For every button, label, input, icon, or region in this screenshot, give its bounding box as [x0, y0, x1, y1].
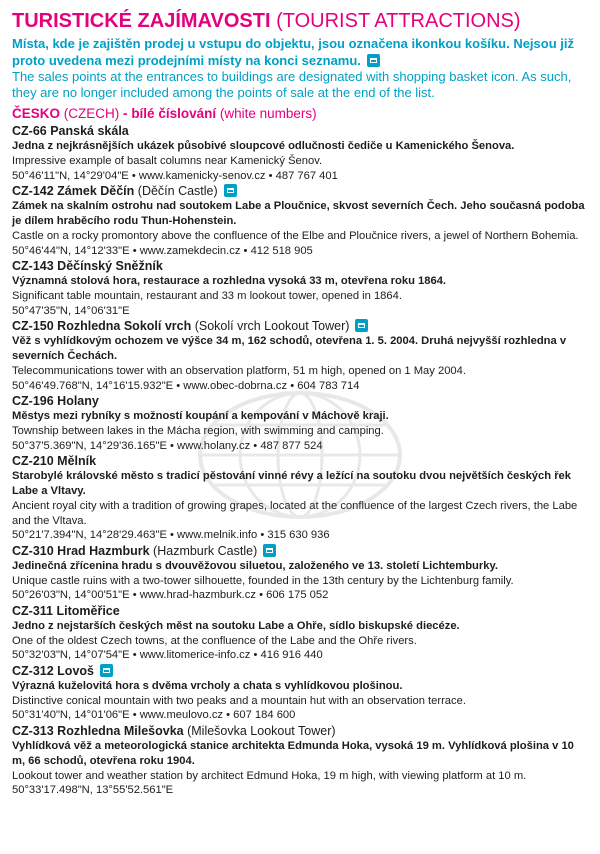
attraction-code: CZ-313 [12, 723, 54, 738]
attraction-description-en: Significant table mountain, restaurant and 33 m lookout tower, opened in 1864. [12, 290, 402, 302]
section-numbering: bílé číslování [131, 106, 217, 121]
attraction-code: CZ-150 [12, 319, 54, 333]
attraction-contact-info: 50°21'7.394"N, 14°28'29.463"E • www.melnik.info • 315 630 936 [12, 529, 330, 541]
attraction-code: CZ-311 [12, 603, 53, 618]
attraction-heading [12, 603, 588, 619]
shopping-basket-icon [367, 54, 380, 67]
attraction-heading [12, 318, 588, 334]
attraction-name: Rozhledna Sokolí vrch [57, 319, 192, 333]
attraction-entry [12, 183, 588, 258]
attraction-entry [12, 543, 588, 603]
shopping-basket-icon [100, 664, 113, 677]
attraction-heading [12, 393, 588, 409]
section-separator: - [123, 106, 128, 121]
attraction-description-cz: Významná stolová hora, restaurace a rozhledna vysoká 33 m, otevřena roku 1864. [12, 275, 447, 287]
attraction-name: Zámek Děčín [57, 184, 135, 198]
attraction-description-cz: Jedno z nejstarších českých měst na soutoku Labe a Ohře, sídlo biskupské diecéze. [12, 619, 460, 632]
attraction-name: Lovoš [57, 663, 94, 678]
attraction-name: Litoměřice [56, 603, 120, 618]
attraction-name-en: (Sokolí vrch Lookout Tower) [194, 319, 350, 333]
section-heading [12, 105, 588, 123]
attractions-list [12, 123, 588, 798]
section-country-en: (CZECH) [63, 106, 120, 121]
attraction-code: CZ-66 [12, 124, 47, 138]
attraction-entry [12, 318, 588, 393]
attraction-name: Mělník [57, 454, 97, 468]
attraction-heading [12, 183, 588, 199]
title-translation: (TOURIST ATTRACTIONS) [276, 10, 521, 32]
intro-czech [12, 35, 588, 69]
attraction-entry [12, 123, 588, 183]
page-title [12, 10, 588, 32]
attraction-description-en: Lookout tower and weather station by architect Edmund Hoka, 19 m high, with viewing platform at 10 m. [12, 769, 527, 782]
attraction-entry [12, 258, 588, 318]
shopping-basket-icon [355, 319, 368, 332]
attraction-description-en: Castle on a rocky promontory above the confluence of the Elbe and Ploučnice rivers, a jewel of Northern Bohemia. [12, 230, 579, 242]
attraction-description-cz: Vyhlídková věž a meteorologická stanice architekta Edmunda Hoka, vysoká 19 m. Vyhlídková plošina v 10 m, 66 schodů, otevřena roku 1904. [12, 739, 574, 767]
attraction-contact-info: 50°46'11"N, 14°29'04"E • www.kamenicky-senov.cz • 487 767 401 [12, 169, 338, 182]
attraction-name: Holany [57, 394, 99, 408]
attraction-contact-info: 50°47'35"N, 14°06'31"E [12, 304, 130, 317]
attraction-code: CZ-142 [12, 184, 54, 198]
attraction-heading [12, 543, 588, 559]
attraction-code: CZ-310 [12, 543, 54, 558]
attraction-name: Panská skála [50, 124, 129, 138]
title-main: TURISTICKÉ ZAJÍMAVOSTI [12, 10, 271, 32]
attraction-name-en: (Hazmburk Castle) [153, 543, 258, 558]
attraction-description-cz: Starobylé královské město s tradicí pěstování vinné révy a ležící na soutoku dvou největších českých řek Labe a Vltavy. [12, 470, 571, 497]
attraction-description-cz: Jedna z nejkrásnějších ukázek působivé sloupcové odlučnosti čediče u Kamenického Šenova. [12, 140, 515, 152]
attraction-contact-info: 50°32'03"N, 14°07'54"E • www.litomerice-info.cz • 416 916 440 [12, 649, 323, 661]
attraction-description-en: Ancient royal city with a tradition of growing grapes, located at the confluence of the largest Czech rivers, the Labe and the Vltava. [12, 500, 578, 527]
attraction-description-en: Distinctive conical mountain with two peaks and a mountain hut with an observation terrace. [12, 694, 466, 707]
attraction-contact-info: 50°46'49.768"N, 14°16'15.932"E • www.obec-dobrna.cz • 604 783 714 [12, 379, 360, 392]
attraction-description-en: Impressive example of basalt columns near Kamenický Šenov. [12, 155, 323, 167]
attraction-entry [12, 453, 588, 543]
attraction-heading [12, 123, 588, 139]
attraction-entry [12, 663, 588, 723]
section-numbering-en: (white numbers) [219, 106, 317, 121]
attraction-name: Děčínský Sněžník [57, 259, 163, 273]
attraction-heading [12, 663, 588, 679]
attraction-contact-info: 50°31'40"N, 14°01'06"E • www.meulovo.cz • 607 184 600 [12, 709, 296, 721]
attraction-code: CZ-196 [12, 394, 54, 408]
attraction-code: CZ-143 [12, 259, 54, 273]
attraction-description-en: Township between lakes in the Mácha region, with swimming and camping. [12, 425, 384, 437]
attraction-description-cz: Věž s vyhlídkovým ochozem ve výšce 34 m, 162 schodů, otevřena 1. 5. 2004. Druhá nejvyšší rozhledna v severních Čechách. [12, 335, 567, 362]
attraction-code: CZ-210 [12, 454, 54, 468]
shopping-basket-icon [263, 544, 276, 557]
attraction-entry [12, 723, 588, 798]
attraction-description-en: Unique castle ruins with a two-tower silhouette, founded in the 13th century by the Lichtenburg family. [12, 574, 514, 587]
attraction-description-en: Telecommunications tower with an observation platform, 51 m high, opened on 1 May 2004. [12, 365, 466, 377]
attraction-code: CZ-312 [12, 663, 54, 678]
attraction-heading [12, 453, 588, 469]
attraction-description-cz: Výrazná kuželovitá hora s dvěma vrcholy a chata s vyhlídkovou plošinou. [12, 679, 403, 692]
shopping-basket-icon [224, 184, 237, 197]
attraction-contact-info: 50°37'5.369"N, 14°29'36.165"E • www.holany.cz • 487 877 524 [12, 439, 323, 452]
attraction-description-cz: Městys mezi rybníky s možností koupání a kempování v Máchově kraji. [12, 410, 389, 422]
attraction-name-en: (Děčín Castle) [137, 184, 218, 198]
attraction-name: Hrad Hazmburk [57, 543, 150, 558]
attraction-description-cz: Jedinečná zřícenina hradu s dvouvěžovou siluetou, založeného ve 13. století Lichtemburky. [12, 559, 498, 572]
attraction-description-cz: Zámek na skalním ostrohu nad soutokem Labe a Ploučnice, skvost severních Čech. Jeho současná podoba je dílem hraběcího rodu Thun-Hohenstein. [12, 200, 585, 227]
intro-czech-text: Místa, kde je zajištěn prodej u vstupu do objektu, jsou označena ikonkou košíku. Nejsou již proto uvedena mezi prodejními místy na konci seznamu. [12, 36, 574, 68]
attraction-description-en: One of the oldest Czech towns, at the confluence of the Labe and the Ohře rivers. [12, 634, 417, 647]
attraction-contact-info: 50°46'44"N, 14°12'33"E • www.zamekdecin.cz • 412 518 905 [12, 244, 313, 257]
attraction-name: Rozhledna Milešovka [57, 723, 184, 738]
intro-english: The sales points at the entrances to buildings are designated with shopping basket icon. As such, they are no longer included among the points of sale at the end of the list. [12, 69, 572, 100]
attraction-contact-info: 50°33'17.498"N, 13°55'52.561"E [12, 784, 174, 796]
attraction-name-en: (Milešovka Lookout Tower) [187, 723, 336, 738]
attraction-entry [12, 603, 588, 663]
attraction-contact-info: 50°26'03"N, 14°00'51"E • www.hrad-hazmburk.cz • 606 175 052 [12, 589, 329, 601]
attraction-heading [12, 258, 588, 274]
section-country: ČESKO [12, 106, 61, 121]
attraction-entry [12, 393, 588, 453]
attraction-heading [12, 723, 588, 739]
